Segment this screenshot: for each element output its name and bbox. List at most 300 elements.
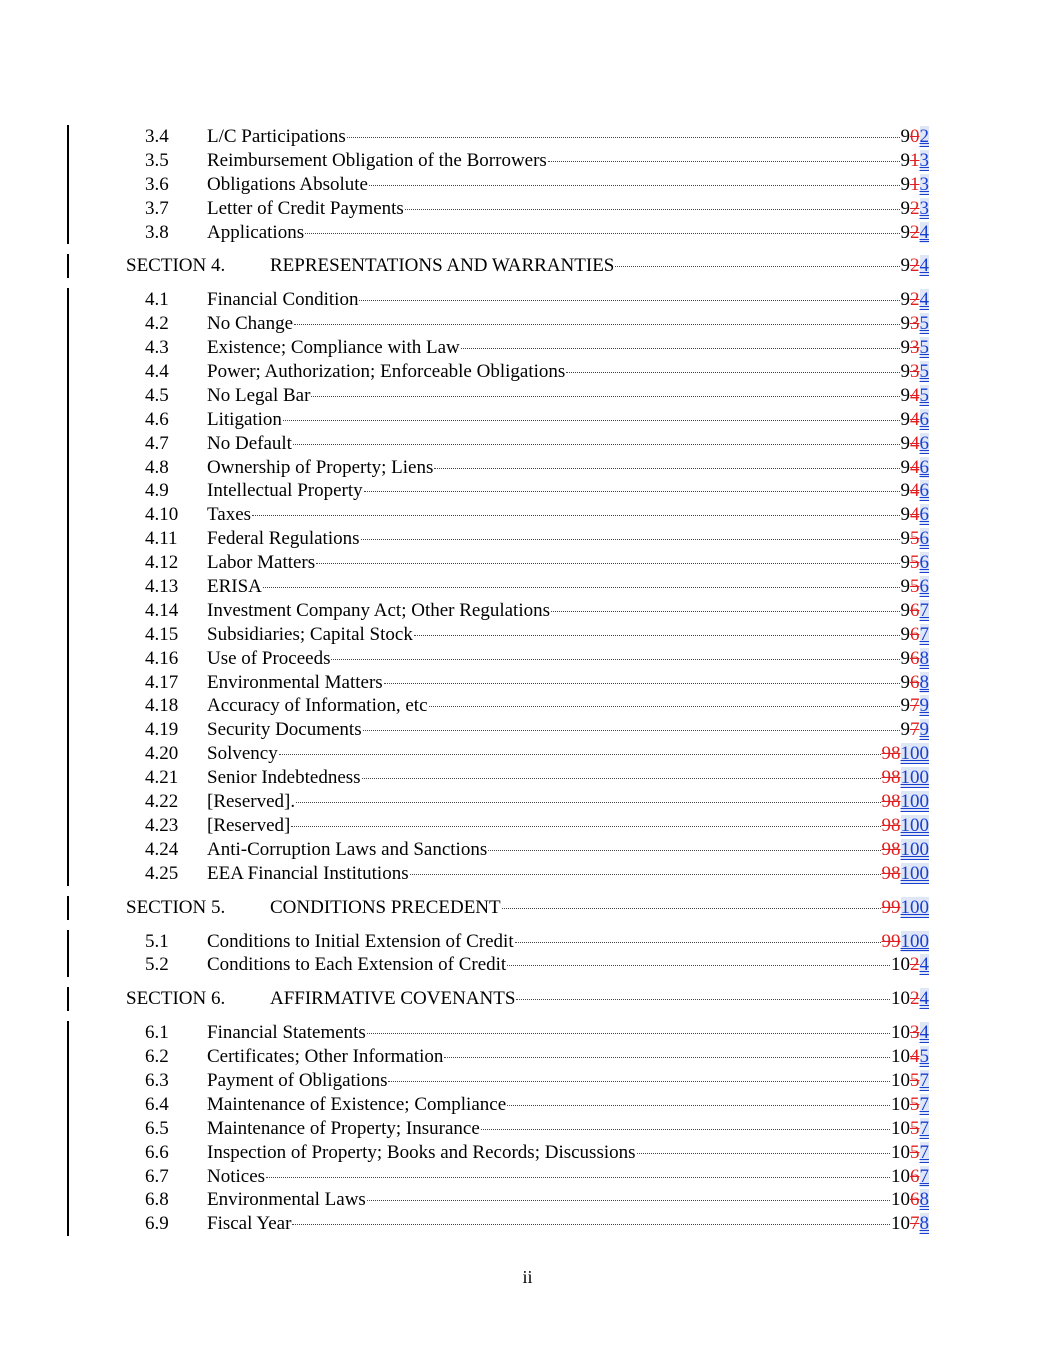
dot-leader [252, 515, 899, 516]
page-inserted-digits: 100 [900, 930, 929, 952]
toc-page-number[interactable] [901, 647, 930, 671]
toc-row[interactable] [0, 718, 1055, 742]
toc-number: 4.10 [145, 504, 179, 526]
dot-leader [434, 468, 899, 469]
table-of-contents [0, 125, 1055, 1236]
toc-title: REPRESENTATIONS AND WARRANTIES [270, 255, 615, 277]
toc-entry [207, 838, 929, 862]
dot-leader [516, 999, 890, 1000]
toc-page-number[interactable] [882, 930, 930, 954]
toc-title: Taxes [207, 504, 252, 526]
toc-entry [207, 384, 929, 408]
page-unchanged-digits: 9 [900, 647, 910, 669]
page-inserted-digits: 100 [900, 791, 929, 813]
toc-number: 3.5 [145, 149, 169, 171]
dot-leader [369, 185, 900, 186]
toc-row[interactable] [0, 456, 1055, 480]
toc-number: 4.1 [145, 289, 169, 311]
toc-title: Financial Statements [207, 1022, 366, 1044]
toc-row[interactable] [0, 623, 1055, 647]
toc-number: 6.1 [145, 1022, 169, 1044]
page-unchanged-digits: 9 [900, 432, 910, 454]
toc-title: Maintenance of Existence; Compliance [207, 1093, 507, 1115]
section-heading-group [0, 896, 1055, 920]
toc-page-number[interactable] [901, 288, 930, 312]
toc-title: Inspection of Property; Books and Records; Discussions [207, 1141, 636, 1163]
toc-entry [207, 221, 929, 245]
page-unchanged-digits: 9 [900, 197, 910, 219]
toc-entry [207, 1188, 929, 1212]
toc-row[interactable] [0, 742, 1055, 766]
dot-leader [364, 491, 900, 492]
toc-row[interactable] [0, 1117, 1055, 1141]
page-deleted-digits: 98 [881, 767, 901, 789]
page-unchanged-digits: 9 [900, 576, 910, 598]
dot-leader [507, 1105, 890, 1106]
dot-leader [384, 683, 900, 684]
toc-title: Power; Authorization; Enforceable Obligations [207, 361, 566, 383]
toc-title: Environmental Matters [207, 671, 383, 693]
toc-number: 4.18 [145, 695, 179, 717]
toc-number: 4.14 [145, 599, 179, 621]
toc-entry [207, 551, 929, 575]
toc-page-number[interactable] [901, 254, 930, 278]
toc-title: Conditions to Each Extension of Credit [207, 954, 507, 976]
toc-row[interactable] [0, 432, 1055, 456]
page-deleted-digits: 4 [910, 456, 920, 478]
toc-row[interactable] [0, 503, 1055, 527]
toc-page-number[interactable] [882, 742, 930, 766]
toc-entry [207, 862, 929, 886]
dot-leader [293, 444, 900, 445]
toc-page-number[interactable] [882, 790, 930, 814]
toc-entry [207, 623, 929, 647]
page-unchanged-digits: 9 [900, 671, 910, 693]
page-inserted-digits: 7 [919, 1117, 929, 1139]
page-inserted-digits: 100 [900, 767, 929, 789]
toc-page-number[interactable] [901, 718, 930, 742]
toc-page-number[interactable] [882, 814, 930, 838]
toc-number: 4.23 [145, 814, 179, 836]
toc-page-number[interactable] [901, 221, 930, 245]
page-inserted-digits: 100 [900, 838, 929, 860]
page-unchanged-digits: 9 [900, 504, 910, 526]
toc-title: Environmental Laws [207, 1189, 366, 1211]
toc-row[interactable] [0, 360, 1055, 384]
toc-row[interactable] [0, 790, 1055, 814]
dot-leader [362, 778, 881, 779]
toc-row[interactable] [0, 862, 1055, 886]
page-inserted-digits: 4 [919, 988, 929, 1010]
toc-title: Applications [207, 221, 305, 243]
page-unchanged-digits: 9 [900, 456, 910, 478]
toc-entry [207, 930, 929, 954]
toc-page-number[interactable] [891, 1188, 929, 1212]
toc-section-row[interactable] [0, 987, 1055, 1011]
page-deleted-digits: 98 [881, 743, 901, 765]
toc-row[interactable] [0, 336, 1055, 360]
page-inserted-digits: 100 [900, 896, 929, 918]
page-deleted-digits: 5 [910, 1093, 920, 1115]
toc-number: 4.19 [145, 719, 179, 741]
dot-leader [305, 233, 899, 234]
dot-leader [444, 1057, 890, 1058]
toc-entry [207, 766, 929, 790]
entry-group [0, 1021, 1055, 1236]
toc-page-number[interactable] [891, 1021, 929, 1045]
toc-row[interactable] [0, 1045, 1055, 1069]
page-unchanged-digits: 10 [891, 954, 910, 976]
page-deleted-digits: 3 [910, 1022, 920, 1044]
toc-page-number[interactable] [891, 1069, 929, 1093]
toc-row[interactable] [0, 527, 1055, 551]
toc-number: 4.24 [145, 838, 179, 860]
toc-page-number[interactable] [901, 312, 930, 336]
toc-number: 4.2 [145, 313, 169, 335]
toc-row[interactable] [0, 149, 1055, 173]
dot-leader [502, 908, 881, 909]
page-inserted-digits: 7 [919, 1093, 929, 1115]
page-unchanged-digits: 9 [900, 552, 910, 574]
dot-leader [388, 1081, 890, 1082]
page-inserted-digits: 7 [919, 1069, 929, 1091]
section-heading-group [0, 987, 1055, 1011]
page-inserted-digits: 3 [919, 197, 929, 219]
page-inserted-digits: 7 [919, 599, 929, 621]
toc-page-number[interactable] [891, 953, 929, 977]
toc-row[interactable] [0, 647, 1055, 671]
toc-row[interactable] [0, 1093, 1055, 1117]
toc-page-number[interactable] [901, 173, 930, 197]
page-inserted-digits: 2 [919, 126, 929, 147]
toc-title: Fiscal Year [207, 1213, 292, 1235]
dot-leader [410, 874, 881, 875]
toc-page-number[interactable] [901, 408, 930, 432]
dot-leader [566, 372, 899, 373]
toc-row[interactable] [0, 125, 1055, 149]
toc-number: 6.8 [145, 1189, 169, 1211]
toc-number: 4.15 [145, 623, 179, 645]
page-deleted-digits: 2 [910, 221, 920, 243]
toc-entry [207, 527, 929, 551]
toc-number: 4.6 [145, 408, 169, 430]
toc-row[interactable] [0, 1069, 1055, 1093]
toc-title: Ownership of Property; Liens [207, 456, 434, 478]
toc-row[interactable] [0, 221, 1055, 245]
toc-title: No Default [207, 432, 292, 454]
toc-row[interactable] [0, 814, 1055, 838]
page-inserted-digits: 100 [900, 814, 929, 836]
toc-row[interactable] [0, 288, 1055, 312]
toc-row[interactable] [0, 953, 1055, 977]
toc-number: 4.5 [145, 384, 169, 406]
page-inserted-digits: 3 [919, 173, 929, 195]
toc-page-number[interactable] [901, 671, 930, 695]
page-unchanged-digits: 9 [900, 408, 910, 430]
page-inserted-digits: 5 [919, 361, 929, 383]
toc-page-number[interactable] [882, 838, 930, 862]
toc-number: 6.7 [145, 1165, 169, 1187]
page-unchanged-digits: 10 [891, 1022, 910, 1044]
page-inserted-digits: 100 [900, 743, 929, 765]
toc-title: [Reserved] [207, 814, 291, 836]
toc-entry [207, 408, 929, 432]
toc-title: Subsidiaries; Capital Stock [207, 623, 413, 645]
page-unchanged-digits: 10 [891, 1213, 910, 1235]
dot-leader [515, 942, 881, 943]
dot-leader [367, 1033, 890, 1034]
toc-row[interactable] [0, 408, 1055, 432]
page-inserted-digits: 4 [919, 1022, 929, 1044]
toc-page-number[interactable] [901, 623, 930, 647]
toc-number: 4.21 [145, 767, 179, 789]
dot-leader [296, 802, 880, 803]
toc-entry [207, 1212, 929, 1236]
toc-number: 4.4 [145, 361, 169, 383]
toc-title: Use of Proceeds [207, 647, 331, 669]
page-deleted-digits: 2 [910, 197, 920, 219]
toc-row[interactable] [0, 766, 1055, 790]
toc-page-number[interactable] [891, 1212, 929, 1236]
toc-row[interactable] [0, 551, 1055, 575]
toc-title: Financial Condition [207, 289, 359, 311]
toc-number: 6.5 [145, 1117, 169, 1139]
toc-title: Security Documents [207, 719, 362, 741]
page-deleted-digits: 3 [910, 313, 920, 335]
toc-title: Notices [207, 1165, 266, 1187]
toc-page-number[interactable] [901, 456, 930, 480]
toc-entry [207, 599, 929, 623]
toc-title: Reimbursement Obligation of the Borrowers [207, 149, 547, 171]
page-unchanged-digits: 9 [900, 361, 910, 383]
page-inserted-digits: 7 [919, 1141, 929, 1163]
dot-leader [481, 1129, 890, 1130]
toc-number: 5.2 [145, 954, 169, 976]
toc-entry [270, 896, 929, 920]
page-unchanged-digits: 10 [891, 1117, 910, 1139]
dot-leader [263, 587, 900, 588]
toc-page-number[interactable] [891, 1045, 929, 1069]
toc-page-number[interactable] [901, 197, 930, 221]
dot-leader [507, 965, 890, 966]
toc-number: 4.25 [145, 862, 179, 884]
dot-leader [367, 1200, 890, 1201]
toc-row[interactable] [0, 197, 1055, 221]
page-deleted-digits: 98 [881, 838, 901, 860]
page-unchanged-digits: 9 [900, 149, 910, 171]
toc-row[interactable] [0, 838, 1055, 862]
toc-page-number[interactable] [882, 862, 930, 886]
page-deleted-digits: 6 [910, 1165, 920, 1187]
page-unchanged-digits: 10 [891, 988, 910, 1010]
toc-number: 4.17 [145, 671, 179, 693]
toc-title: Payment of Obligations [207, 1069, 388, 1091]
toc-page-number[interactable] [882, 766, 930, 790]
page-deleted-digits: 5 [910, 552, 920, 574]
toc-row[interactable] [0, 1021, 1055, 1045]
page-unchanged-digits: 9 [900, 337, 910, 359]
page-deleted-digits: 2 [910, 255, 920, 277]
toc-entry [207, 432, 929, 456]
page-deleted-digits: 99 [881, 930, 901, 952]
toc-row[interactable] [0, 479, 1055, 503]
dot-leader [414, 635, 900, 636]
toc-title: Existence; Compliance with Law [207, 337, 460, 359]
page-deleted-digits: 0 [910, 126, 920, 147]
page-deleted-digits: 98 [881, 791, 901, 813]
toc-entry [207, 456, 929, 480]
toc-row[interactable] [0, 1212, 1055, 1236]
page-unchanged-digits: 9 [900, 528, 910, 550]
page-inserted-digits: 6 [919, 408, 929, 430]
page-inserted-digits: 5 [919, 384, 929, 406]
toc-page-number[interactable] [901, 432, 930, 456]
toc-section-row[interactable] [0, 896, 1055, 920]
toc-number: 3.8 [145, 221, 169, 243]
toc-page-number[interactable] [891, 1093, 929, 1117]
page-inserted-digits: 4 [919, 954, 929, 976]
toc-entry [207, 718, 929, 742]
toc-entry [270, 254, 929, 278]
toc-page-number[interactable] [882, 896, 930, 920]
page-deleted-digits: 6 [910, 599, 920, 621]
toc-row[interactable] [0, 1188, 1055, 1212]
toc-row[interactable] [0, 1165, 1055, 1189]
page-deleted-digits: 1 [910, 149, 920, 171]
toc-title: Certificates; Other Information [207, 1046, 444, 1068]
toc-entry [207, 814, 929, 838]
toc-title: Letter of Credit Payments [207, 197, 404, 219]
toc-row[interactable] [0, 599, 1055, 623]
page-deleted-digits: 5 [910, 1069, 920, 1091]
toc-title: ERISA [207, 576, 262, 598]
toc-title: Federal Regulations [207, 528, 360, 550]
page-inserted-digits: 7 [919, 1165, 929, 1187]
page-unchanged-digits: 9 [900, 289, 910, 311]
toc-number: 6.3 [145, 1069, 169, 1091]
page-inserted-digits: 5 [919, 337, 929, 359]
page-unchanged-digits: 9 [900, 384, 910, 406]
toc-number: 3.7 [145, 197, 169, 219]
toc-page-number[interactable] [891, 987, 929, 1011]
dot-leader [291, 826, 880, 827]
page-deleted-digits: 4 [910, 1046, 920, 1068]
page-deleted-digits: 2 [910, 988, 920, 1010]
toc-number: 4.12 [145, 552, 179, 574]
toc-page-number[interactable] [901, 149, 930, 173]
toc-entry [207, 173, 929, 197]
toc-page-number[interactable] [901, 503, 930, 527]
page-inserted-digits: 6 [919, 576, 929, 598]
page-inserted-digits: 5 [919, 313, 929, 335]
toc-page-number[interactable] [901, 599, 930, 623]
toc-page-number[interactable] [901, 125, 930, 149]
toc-page-number[interactable] [901, 384, 930, 408]
page-inserted-digits: 3 [919, 149, 929, 171]
toc-row[interactable] [0, 1141, 1055, 1165]
dot-leader [363, 730, 900, 731]
page-inserted-digits: 6 [919, 432, 929, 454]
toc-page-number[interactable] [891, 1117, 929, 1141]
toc-page-number[interactable] [901, 360, 930, 384]
toc-row[interactable] [0, 173, 1055, 197]
toc-entry [207, 953, 929, 977]
page-unchanged-digits: 10 [891, 1165, 910, 1187]
toc-row[interactable] [0, 384, 1055, 408]
toc-entry [207, 360, 929, 384]
toc-number: 4.16 [145, 647, 179, 669]
toc-number: 4.13 [145, 576, 179, 598]
page-inserted-digits: 8 [919, 1213, 929, 1235]
dot-leader [347, 137, 900, 138]
page-deleted-digits: 4 [910, 384, 920, 406]
toc-title: [Reserved]. [207, 791, 296, 813]
toc-page-number[interactable] [901, 479, 930, 503]
toc-entry [207, 197, 929, 221]
toc-entry [207, 1021, 929, 1045]
dot-leader [637, 1153, 890, 1154]
toc-title: Labor Matters [207, 552, 316, 574]
toc-row[interactable] [0, 930, 1055, 954]
page-inserted-digits: 8 [919, 1189, 929, 1211]
page-unchanged-digits: 9 [900, 695, 910, 717]
page-unchanged-digits: 9 [900, 719, 910, 741]
toc-entry [207, 312, 929, 336]
toc-title: Anti-Corruption Laws and Sanctions [207, 838, 488, 860]
toc-title: Intellectual Property [207, 480, 363, 502]
page-deleted-digits: 7 [910, 719, 920, 741]
page-unchanged-digits: 9 [900, 173, 910, 195]
page-deleted-digits: 6 [910, 1189, 920, 1211]
toc-title: No Change [207, 313, 294, 335]
toc-page-number[interactable] [901, 527, 930, 551]
entry-group [0, 930, 1055, 978]
toc-page-number[interactable] [891, 1165, 929, 1189]
dot-leader [279, 754, 881, 755]
toc-title: Investment Company Act; Other Regulations [207, 599, 551, 621]
toc-page-number[interactable] [891, 1141, 929, 1165]
toc-row[interactable] [0, 694, 1055, 718]
toc-section-row[interactable] [0, 254, 1055, 278]
dot-leader [405, 209, 900, 210]
page-inserted-digits: 5 [919, 1046, 929, 1068]
page-unchanged-digits: 9 [900, 623, 910, 645]
page-deleted-digits: 4 [910, 408, 920, 430]
page-deleted-digits: 3 [910, 361, 920, 383]
dot-leader [294, 324, 899, 325]
page-inserted-digits: 9 [919, 719, 929, 741]
toc-row[interactable] [0, 575, 1055, 599]
page-unchanged-digits: 9 [900, 255, 910, 277]
toc-row[interactable] [0, 312, 1055, 336]
toc-page-number[interactable] [901, 575, 930, 599]
toc-row[interactable] [0, 671, 1055, 695]
toc-page-number[interactable] [901, 551, 930, 575]
page-deleted-digits: 4 [910, 504, 920, 526]
toc-page-number[interactable] [901, 694, 930, 718]
dot-leader [551, 611, 899, 612]
page-unchanged-digits: 9 [900, 126, 910, 147]
page-deleted-digits: 4 [910, 432, 920, 454]
page-unchanged-digits: 10 [891, 1069, 910, 1091]
toc-page-number[interactable] [901, 336, 930, 360]
toc-entry [207, 1093, 929, 1117]
page-inserted-digits: 6 [919, 504, 929, 526]
page-deleted-digits: 2 [910, 289, 920, 311]
toc-title: Accuracy of Information, etc [207, 695, 428, 717]
dot-leader [461, 348, 900, 349]
page-inserted-digits: 6 [919, 456, 929, 478]
